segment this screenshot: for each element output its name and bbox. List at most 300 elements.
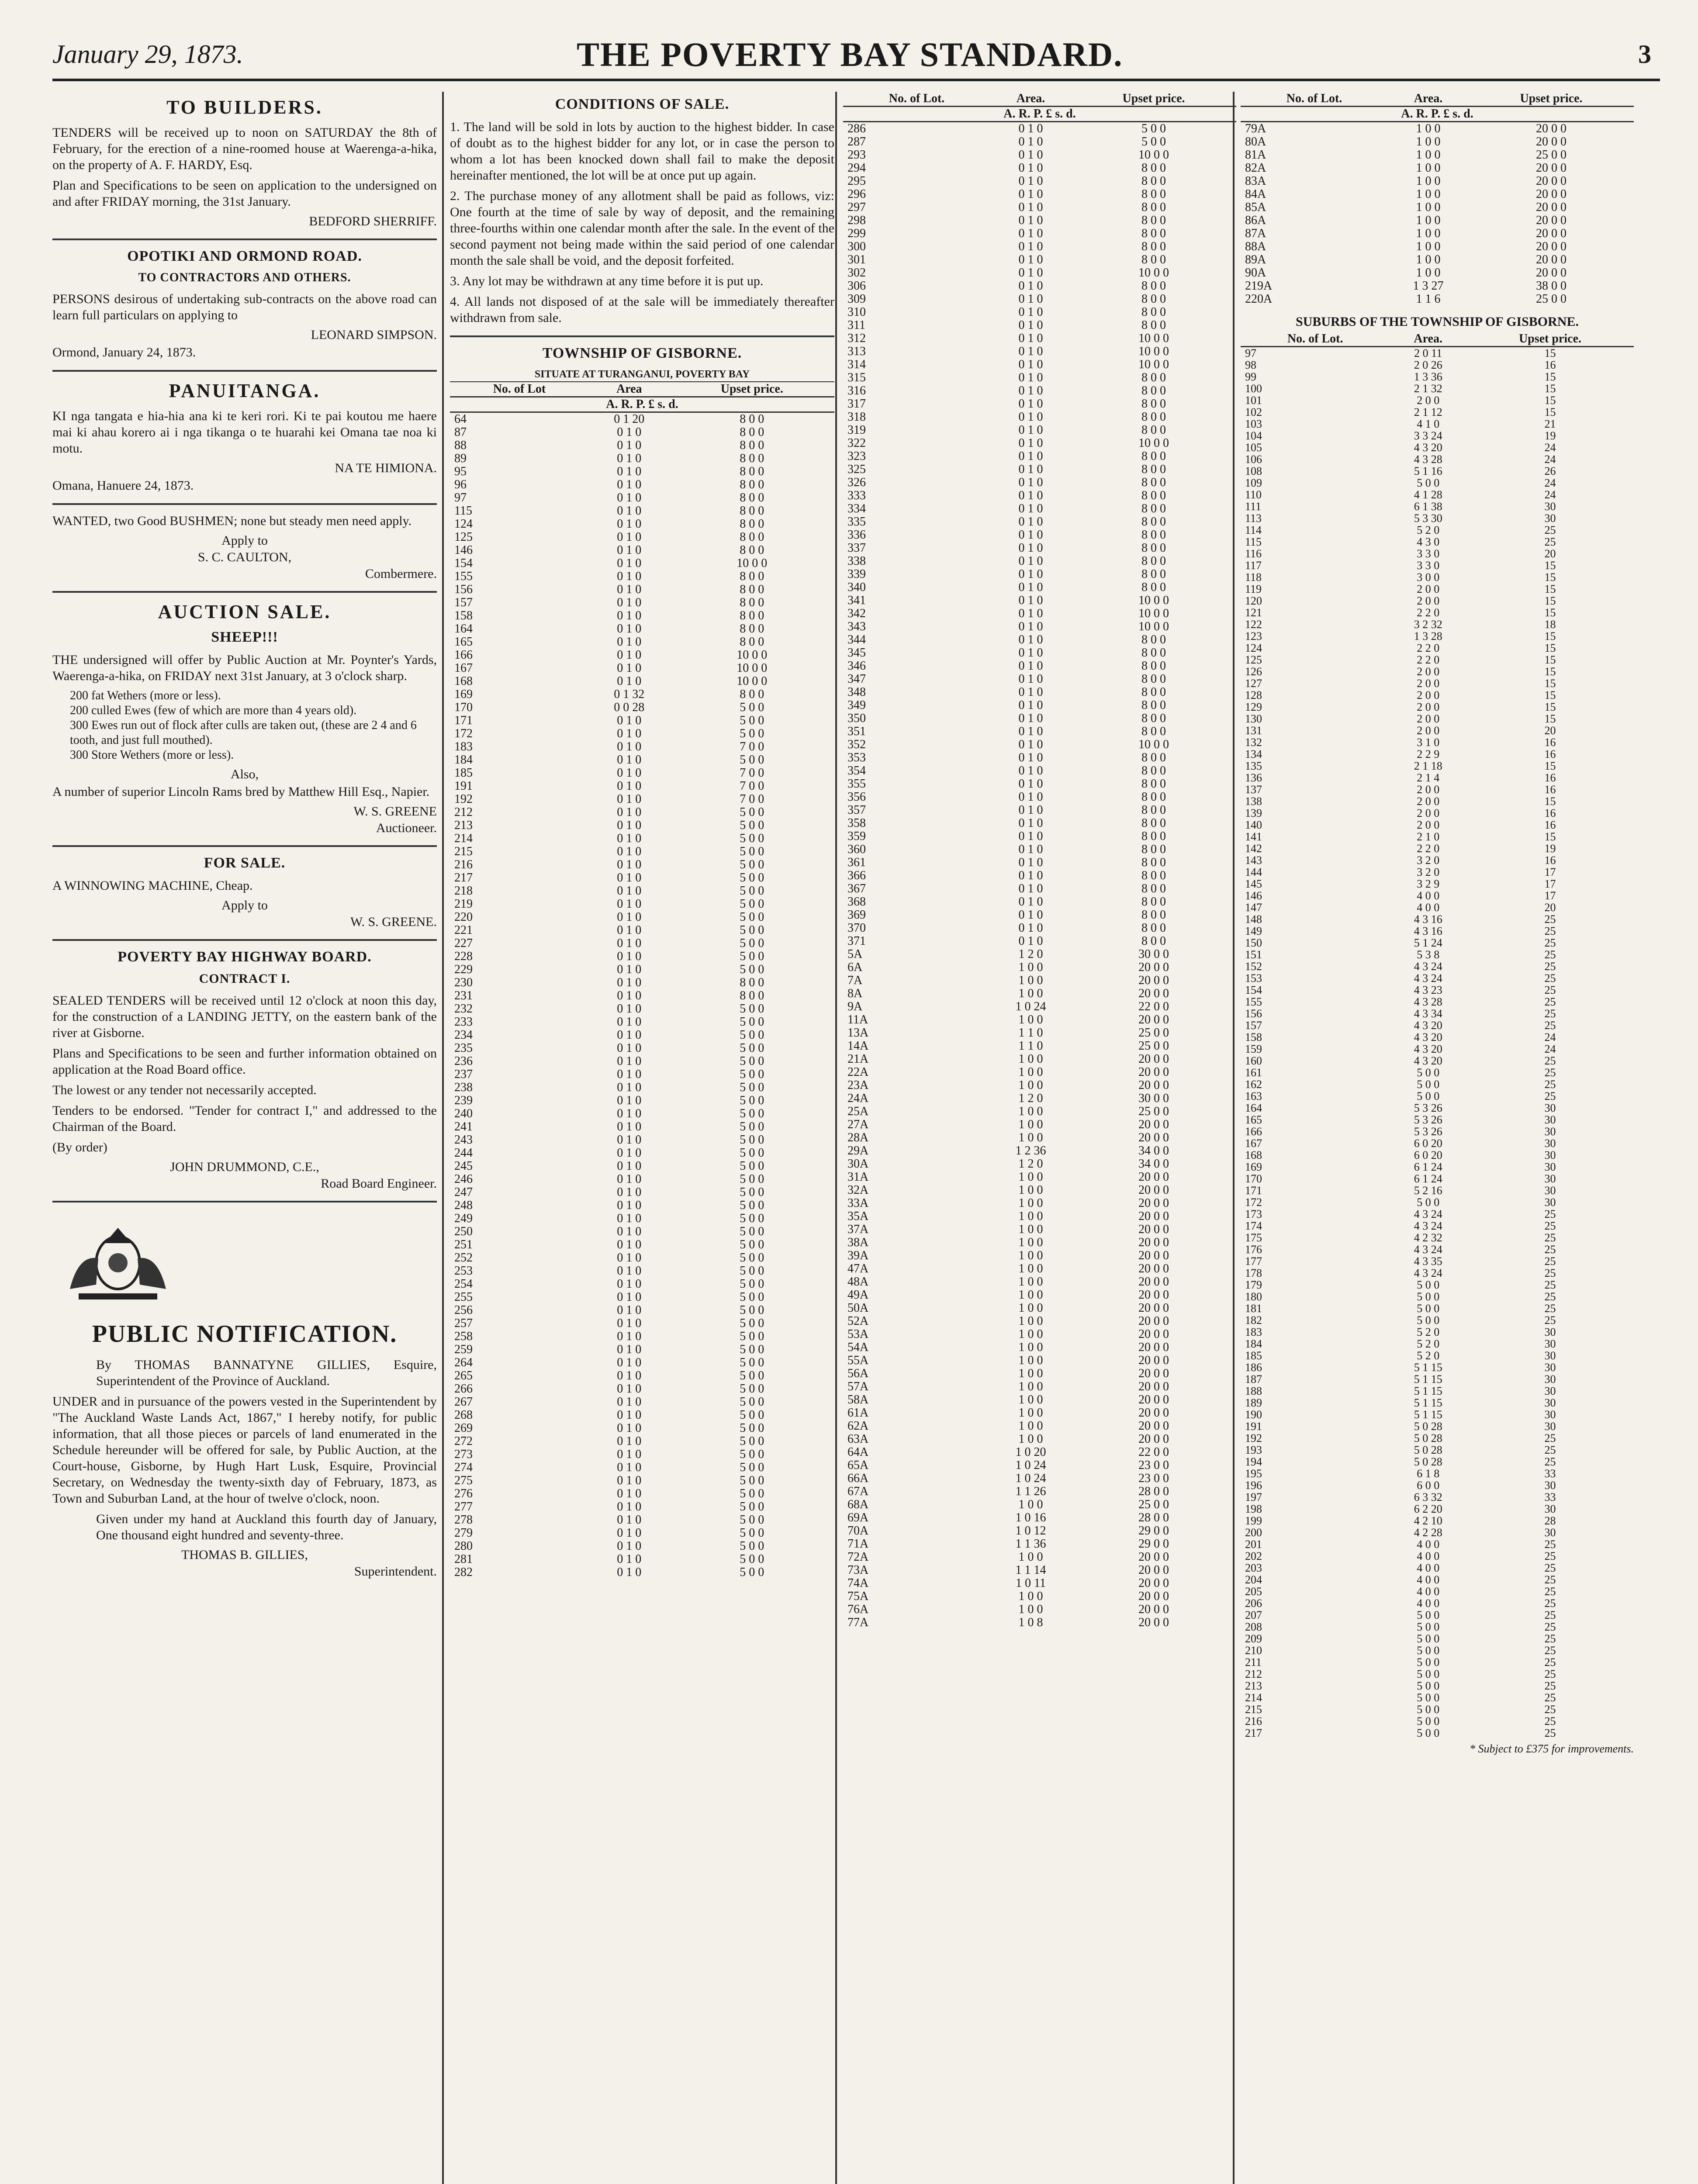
lot-area: 0 1 0 [1018, 659, 1043, 673]
lot-area: 2 1 18 [1414, 760, 1442, 772]
lot-upset-price: 20 0 0 [1535, 240, 1567, 253]
lot-upset-price: 30 [1544, 1137, 1556, 1150]
table-row [1241, 1031, 1634, 1043]
column-conditions-township [450, 92, 834, 2184]
lot-upset-price: 20 0 0 [1138, 1432, 1169, 1446]
lot-area: 0 1 0 [617, 1513, 642, 1527]
lot-upset-price: 25 [1544, 1668, 1556, 1680]
table-row [1241, 149, 1634, 162]
lot-upset-price: 20 0 0 [1535, 174, 1567, 188]
ad-text: By THOMAS BANNATYNE GILLIES, Esquire, Superintendent of the Province of Auckland. [96, 1358, 437, 1388]
lot-number: 7A [847, 974, 863, 987]
table-row [843, 253, 1236, 266]
lot-upset-price: 5 0 0 [740, 1382, 764, 1396]
lot-upset-price: 15 [1544, 382, 1556, 395]
ad-heading: FOR SALE. [204, 855, 286, 871]
table-row [450, 727, 834, 740]
lot-area: 0 1 0 [1018, 856, 1043, 869]
lot-area: 5 0 0 [1417, 477, 1440, 489]
lot-upset-price: 29 0 0 [1138, 1537, 1169, 1551]
lot-upset-price: 20 0 0 [1138, 1327, 1169, 1341]
table-row [843, 463, 1236, 476]
lot-upset-price: 5 0 0 [740, 1434, 764, 1448]
lot-upset-price: 25 0 0 [1138, 1026, 1169, 1040]
lot-number: 100 [1245, 382, 1262, 395]
lot-area: 1 0 0 [1416, 214, 1441, 227]
lot-upset-price: 17 [1544, 866, 1556, 878]
table-row [1241, 293, 1634, 306]
lot-area: 5 1 15 [1414, 1408, 1442, 1421]
table-row [843, 935, 1236, 948]
column-rule [835, 92, 837, 2184]
lot-area: 1 0 0 [1416, 266, 1441, 280]
lot-area: 1 1 14 [1015, 1563, 1046, 1577]
lot-number: 335 [847, 515, 866, 529]
lot-number: 190 [1245, 1408, 1262, 1421]
township-heading: TOWNSHIP OF GISBORNE. [542, 345, 742, 361]
lot-number: 167 [454, 661, 473, 675]
lot-upset-price: 20 0 0 [1138, 1131, 1169, 1144]
lot-upset-price: 5 0 0 [740, 936, 764, 950]
lot-number: 248 [454, 1199, 473, 1212]
lot-area: 0 1 0 [1018, 502, 1043, 515]
lot-upset-price: 30 [1544, 1326, 1556, 1338]
table-row [450, 767, 834, 780]
lot-area: 1 0 0 [1416, 240, 1441, 253]
table-row [450, 1422, 834, 1435]
table-row [843, 1236, 1236, 1249]
lot-area: 0 1 0 [1018, 463, 1043, 476]
units-header: A. R. P. £ s. d. [843, 107, 1236, 122]
lot-number: 172 [1245, 1196, 1262, 1209]
table-row [843, 791, 1236, 804]
lot-upset-price: 28 0 0 [1138, 1511, 1169, 1524]
lot-area: 1 0 0 [1416, 253, 1441, 266]
lot-area: 3 2 0 [1417, 854, 1440, 867]
lot-upset-price: 8 0 0 [1141, 528, 1166, 542]
ad-text: THE undersigned will offer by Public Auction at Mr. Poynter's Yards, Waerenga-a-hika, on FRIDAY next 31st January, at 3 o'clock sharp. [52, 653, 437, 683]
lot-number: 244 [454, 1146, 473, 1160]
table-row [450, 544, 834, 557]
lot-area: 0 1 0 [617, 1487, 642, 1500]
lot-number: 352 [847, 738, 866, 751]
lot-number: 157 [1245, 1019, 1262, 1032]
lot-upset-price: 7 0 0 [740, 779, 764, 793]
table-row [1241, 1491, 1634, 1503]
lot-number: 217 [1245, 1727, 1262, 1739]
lot-area: 3 0 0 [1417, 571, 1440, 584]
lot-number: 165 [454, 635, 473, 649]
lot-number: 220A [1245, 292, 1273, 306]
lot-upset-price: 25 [1544, 1644, 1556, 1657]
lot-area: 1 0 0 [1416, 187, 1441, 201]
lot-area: 0 1 0 [617, 661, 642, 675]
lot-area: 0 1 0 [617, 1081, 642, 1094]
table-row [450, 1029, 834, 1042]
lot-upset-price: 30 [1544, 1337, 1556, 1350]
lot-area: 1 0 0 [1018, 1590, 1043, 1603]
lot-upset-price: 20 0 0 [1138, 1590, 1169, 1603]
stock-list [52, 688, 437, 763]
table-row [1241, 736, 1634, 748]
lot-area: 0 1 0 [1018, 908, 1043, 922]
lot-number: 209 [1245, 1632, 1262, 1645]
lot-upset-price: 8 0 0 [1141, 476, 1166, 489]
divider [52, 591, 437, 593]
lot-number: 176 [1245, 1243, 1262, 1256]
lot-area: 0 1 0 [617, 1146, 642, 1160]
table-row [1241, 937, 1634, 949]
lot-number: 346 [847, 659, 866, 673]
lot-upset-price: 20 0 0 [1138, 1196, 1169, 1210]
lot-area: 0 1 0 [1018, 371, 1043, 384]
lot-upset-price: 5 0 0 [740, 1369, 764, 1382]
lot-number: 250 [454, 1225, 473, 1238]
lot-number: 314 [847, 358, 866, 371]
ad-text: WANTED, two Good BUSHMEN; none but steady men need apply. [52, 514, 412, 528]
lot-area: 4 2 10 [1414, 1514, 1442, 1527]
lot-number: 63A [847, 1432, 869, 1446]
lot-upset-price: 8 0 0 [740, 491, 764, 505]
lot-upset-price: 20 0 0 [1535, 227, 1567, 240]
table-row [1241, 654, 1634, 666]
table-row [450, 583, 834, 596]
lot-number: 134 [1245, 748, 1262, 760]
lot-area: 1 1 36 [1015, 1537, 1046, 1551]
lot-area: 0 1 0 [1018, 384, 1043, 397]
lot-number: 52A [847, 1314, 869, 1328]
lot-number: 71A [847, 1537, 869, 1551]
table-row [843, 1420, 1236, 1433]
lot-upset-price: 8 0 0 [1141, 423, 1166, 437]
lot-number: 184 [1245, 1337, 1262, 1350]
table-row [843, 1616, 1236, 1629]
lot-upset-price: 5 0 0 [740, 1408, 764, 1422]
table-row [450, 924, 834, 937]
lot-area: 0 1 0 [1018, 790, 1043, 804]
lot-upset-price: 5 0 0 [740, 1225, 764, 1238]
ad-apply: Apply to [221, 533, 268, 548]
lot-upset-price: 8 0 0 [1141, 659, 1166, 673]
lot-number: 249 [454, 1212, 473, 1225]
lot-area: 0 1 0 [1018, 633, 1043, 646]
lot-upset-price: 5 0 0 [740, 1185, 764, 1199]
lot-number: 37A [847, 1223, 869, 1236]
lot-upset-price: 20 0 0 [1138, 1301, 1169, 1315]
lot-number: 188 [1245, 1385, 1262, 1397]
lot-upset-price: 30 [1544, 1479, 1556, 1492]
lot-number: 293 [847, 148, 866, 162]
lot-number: 68A [847, 1498, 869, 1511]
lot-number: 367 [847, 882, 866, 895]
column-header: No. of Lot. [843, 92, 990, 107]
lot-number: 55A [847, 1354, 869, 1367]
lot-number: 265 [454, 1369, 473, 1382]
lot-upset-price: 5 0 0 [740, 1054, 764, 1068]
lot-area: 2 0 0 [1417, 724, 1440, 737]
ad-role: Auctioneer. [376, 821, 437, 835]
ad-text: TENDERS will be received up to noon on SATURDAY the 8th of February, for the erection of a nine-roomed house at Waerenga-a-hika, on the property of A. F. HARDY, Esq. [52, 125, 437, 172]
column-rule [442, 92, 444, 2184]
lot-area: 0 1 0 [1018, 921, 1043, 935]
lot-upset-price: 8 0 0 [1141, 161, 1166, 175]
lot-upset-price: 33 [1544, 1467, 1556, 1480]
table-row [843, 738, 1236, 751]
lot-area: 2 1 0 [1417, 830, 1440, 843]
table-row [1241, 607, 1634, 619]
lot-area: 4 0 0 [1417, 1562, 1440, 1574]
lot-area: 6 1 8 [1417, 1467, 1440, 1480]
column-header: Area. [1388, 92, 1469, 107]
lot-number: 117 [1245, 559, 1262, 572]
table-row [450, 1409, 834, 1422]
table-row [1241, 524, 1634, 536]
lot-upset-price: 8 0 0 [1141, 633, 1166, 646]
lot-number: 239 [454, 1094, 473, 1107]
table-row [450, 1238, 834, 1251]
table-row [843, 135, 1236, 149]
lot-upset-price: 5 0 0 [740, 819, 764, 832]
column-header: No. of Lot [450, 382, 589, 397]
lot-upset-price: 15 [1544, 559, 1556, 572]
table-row [450, 1330, 834, 1343]
table-row [1241, 689, 1634, 701]
lot-upset-price: 34 0 0 [1138, 1144, 1169, 1158]
table-row [843, 227, 1236, 240]
lot-upset-price: 16 [1544, 783, 1556, 796]
lot-number: 124 [454, 517, 473, 531]
lot-number: 145 [1245, 878, 1262, 890]
lot-upset-price: 8 0 0 [740, 530, 764, 544]
column-header: Upset price. [1071, 92, 1236, 107]
table-row [1241, 1267, 1634, 1279]
table-row [1241, 571, 1634, 583]
lot-area: 4 3 24 [1414, 960, 1442, 973]
ad-signature: BEDFORD SHERRIFF. [309, 214, 437, 228]
lot-number: 319 [847, 423, 866, 437]
lot-number: 88A [1245, 240, 1266, 253]
lot-upset-price: 25 [1544, 1656, 1556, 1669]
table-row [843, 1328, 1236, 1341]
lot-upset-price: 24 [1544, 441, 1556, 454]
ad-to-builders [52, 96, 437, 229]
lot-number: 77A [847, 1616, 869, 1629]
lot-area: 4 3 0 [1417, 536, 1440, 548]
lot-area: 2 0 0 [1417, 701, 1440, 713]
lot-number: 131 [1245, 724, 1262, 737]
lot-number: 35A [847, 1209, 869, 1223]
lot-area: 0 1 0 [617, 1369, 642, 1382]
table-row [843, 1197, 1236, 1210]
lot-number: 164 [454, 622, 473, 636]
lot-upset-price: 15 [1544, 760, 1556, 772]
lots-table-township-end [1241, 92, 1634, 306]
lot-number: 218 [454, 884, 473, 898]
table-row [1241, 1326, 1634, 1338]
lot-number: 171 [1245, 1184, 1262, 1197]
lot-upset-price: 15 [1544, 830, 1556, 843]
table-row [843, 620, 1236, 633]
lot-number: 166 [1245, 1125, 1262, 1138]
lot-number: 189 [1245, 1396, 1262, 1409]
lot-upset-price: 20 0 0 [1138, 1380, 1169, 1393]
table-row [1241, 1456, 1634, 1468]
lot-upset-price: 16 [1544, 807, 1556, 819]
lot-upset-price: 30 [1544, 1349, 1556, 1362]
table-row [1241, 831, 1634, 843]
public-notification [52, 1320, 437, 1579]
table-row [1241, 1078, 1634, 1090]
lot-number: 142 [1245, 842, 1262, 855]
lot-upset-price: 8 0 0 [1141, 882, 1166, 895]
lot-area: 0 1 0 [617, 530, 642, 544]
lot-number: 155 [454, 570, 473, 583]
lot-number: 200 [1245, 1526, 1262, 1539]
lot-upset-price: 20 0 0 [1138, 1249, 1169, 1262]
lot-area: 0 1 0 [617, 976, 642, 989]
lot-upset-price: 25 [1544, 960, 1556, 973]
lot-upset-price: 8 0 0 [1141, 908, 1166, 922]
lot-upset-price: 8 0 0 [1141, 554, 1166, 568]
table-row [843, 1341, 1236, 1354]
units-header: A. R. P. £ s. d. [450, 397, 834, 412]
lot-number: 121 [1245, 606, 1262, 619]
ad-order: (By order) [52, 1140, 107, 1154]
lot-area: 0 1 0 [1018, 423, 1043, 437]
lot-number: 38A [847, 1236, 869, 1249]
lot-number: 371 [847, 934, 866, 948]
lot-area: 1 0 0 [1018, 1327, 1043, 1341]
lot-area: 1 0 0 [1018, 1236, 1043, 1249]
lot-upset-price: 8 0 0 [740, 989, 764, 1002]
lot-number: 64A [847, 1445, 869, 1459]
lot-area: 4 3 24 [1414, 1220, 1442, 1232]
lot-area: 0 1 0 [617, 1251, 642, 1265]
lot-number: 338 [847, 554, 866, 568]
lot-area: 0 0 28 [614, 701, 645, 714]
page-number: 3 [1638, 40, 1651, 69]
lot-area: 4 1 28 [1414, 488, 1442, 501]
ad-date: Ormond, January 24, 1873. [52, 345, 196, 359]
lot-upset-price: 8 0 0 [1141, 751, 1166, 764]
table-row [843, 646, 1236, 660]
lot-number: 138 [1245, 795, 1262, 808]
ad-heading: PUBLIC NOTIFICATION. [92, 1320, 398, 1348]
lot-upset-price: 20 0 0 [1138, 1262, 1169, 1275]
lot-number: 184 [454, 753, 473, 767]
lot-number: 361 [847, 856, 866, 869]
lot-upset-price: 5 0 0 [740, 1539, 764, 1553]
lot-upset-price: 8 0 0 [1141, 672, 1166, 686]
table-row [450, 1160, 834, 1173]
lot-area: 1 1 0 [1018, 1026, 1043, 1040]
lot-upset-price: 5 0 0 [740, 1238, 764, 1251]
lot-area: 1 0 0 [1018, 961, 1043, 974]
lot-area: 0 1 0 [1018, 318, 1043, 332]
lot-area: 5 0 0 [1417, 1668, 1440, 1680]
lot-area: 0 1 0 [1018, 541, 1043, 555]
lot-upset-price: 8 0 0 [1141, 292, 1166, 306]
lot-number: 73A [847, 1563, 869, 1577]
divider [52, 503, 437, 505]
table-row [450, 1186, 834, 1199]
lot-area: 5 0 28 [1414, 1432, 1442, 1444]
condition-text: 2. The purchase money of any allotment shall be paid as follows, viz: One fourth at the time of sale by way of deposit, and the remaining three-fourths within one calendar month after the sale. In the event of the second payment not being made within the said period of one calendar month the sale shall be void, and the deposit forfeited. [450, 189, 834, 268]
lot-number: 177 [1245, 1255, 1262, 1268]
lot-number: 115 [454, 504, 472, 518]
table-row [843, 1446, 1236, 1459]
table-row [450, 780, 834, 793]
lot-number: 199 [1245, 1514, 1262, 1527]
table-row [450, 518, 834, 531]
table-row [450, 1133, 834, 1147]
lot-number: 318 [847, 410, 866, 424]
lot-number: 149 [1245, 925, 1262, 937]
lot-upset-price: 8 0 0 [1141, 397, 1166, 411]
lot-upset-price: 10 0 0 [737, 556, 768, 570]
lot-upset-price: 15 [1544, 583, 1556, 595]
lot-number: 106 [1245, 453, 1262, 466]
lot-upset-price: 8 0 0 [1141, 200, 1166, 214]
ad-highway-board [52, 949, 437, 1191]
lot-number: 76A [847, 1603, 869, 1616]
lot-upset-price: 20 0 0 [1138, 1563, 1169, 1577]
lot-upset-price: 8 0 0 [740, 976, 764, 989]
lot-area: 0 1 0 [1018, 358, 1043, 371]
lot-number: 348 [847, 685, 866, 699]
lot-area: 5 0 0 [1417, 1314, 1440, 1327]
lot-area: 4 3 23 [1414, 984, 1442, 996]
lot-area: 0 1 0 [617, 1330, 642, 1343]
table-row [843, 594, 1236, 607]
lot-upset-price: 15 [1544, 571, 1556, 584]
lot-number: 194 [1245, 1455, 1262, 1468]
table-row [843, 673, 1236, 686]
lot-area: 0 1 0 [1018, 227, 1043, 240]
table-row [1241, 1586, 1634, 1597]
lot-number: 354 [847, 764, 866, 778]
lot-area: 5 3 26 [1414, 1113, 1442, 1126]
lot-upset-price: 25 [1544, 1585, 1556, 1598]
lot-upset-price: 15 [1544, 689, 1556, 702]
lot-upset-price: 5 0 0 [740, 753, 764, 767]
table-row [450, 426, 834, 439]
lot-area: 0 1 0 [1018, 266, 1043, 280]
lot-number: 157 [454, 596, 473, 609]
table-row [1241, 1114, 1634, 1126]
lot-upset-price: 5 0 0 [1141, 135, 1166, 149]
lot-number: 193 [1245, 1444, 1262, 1456]
lot-upset-price: 17 [1544, 878, 1556, 890]
lot-upset-price: 8 0 0 [740, 478, 764, 491]
lot-number: 123 [1245, 630, 1262, 643]
lot-area: 1 0 11 [1015, 1576, 1046, 1590]
table-row [450, 1055, 834, 1068]
lot-upset-price: 10 0 0 [1138, 607, 1169, 620]
lot-number: 359 [847, 829, 866, 843]
lot-number: 313 [847, 345, 866, 358]
column-header: Upset price. [1469, 92, 1634, 107]
lot-number: 115 [1245, 536, 1262, 548]
lot-area: 4 3 20 [1414, 1054, 1442, 1067]
table-row [843, 542, 1236, 555]
table-row [450, 1147, 834, 1160]
lot-area: 0 1 0 [617, 727, 642, 740]
lot-number: 101 [1245, 394, 1262, 407]
lot-area: 4 3 20 [1414, 1031, 1442, 1044]
lot-area: 5 0 0 [1417, 1715, 1440, 1728]
table-row [843, 1433, 1236, 1446]
